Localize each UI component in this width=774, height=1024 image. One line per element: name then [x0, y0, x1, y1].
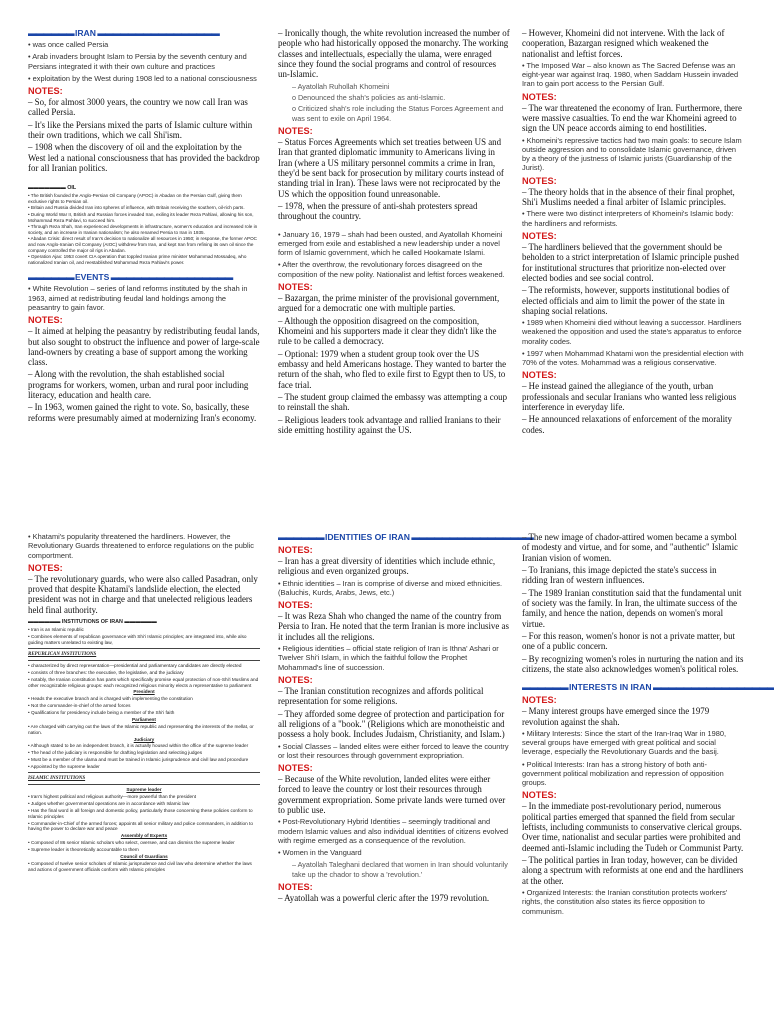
- note-item: – Many interest groups have emerged since the 1979 revolution against the shah.: [522, 706, 710, 727]
- institution-line: • Composed of twelve senior scholars of Islamic jurisprudence and civil law who determine whether the laws and actions of government officials conform with Islamic principles: [28, 860, 252, 872]
- column-2-top: [278, 28, 510, 498]
- note-item: – By recognizing women's roles in nurturing the nation and its citizens, the state also acknowledges women's political roles.: [522, 653, 744, 674]
- divider: [28, 784, 260, 785]
- note-item: – It aimed at helping the peasantry by redistributing feudal lands, but also sought to obstruct the influence and power of large-scale land-owners by creating a base of support among the working class.: [28, 326, 260, 368]
- column-1-top: [28, 28, 260, 498]
- institution-line: • Combines elements of republican governance with Shi'i Islamic principles; are integrated into, while also guiding matters unrelated to existing law,: [28, 633, 247, 645]
- institution-line: • Has the final word in all foreign and domestic policy, particularly those concerning these policies conform to Islamic principles: [28, 807, 253, 819]
- section-header: [522, 682, 774, 693]
- section-header: [28, 28, 260, 38]
- institution-line: • characterized by direct representation—presidential and parliamentary candidates are directly elected: [28, 662, 242, 668]
- note-item: – So, for almost 3000 years, the country we now call Iran was called Persia.: [28, 97, 248, 118]
- column-2-bottom: [278, 532, 533, 1002]
- bullet-point: • White Revolution – series of land reforms instituted by the shah in 1963, aimed at redistributing feudal land holdings among the peasantry to gain favor.: [28, 284, 248, 312]
- footnote-line: • Through Reza Shah, Iran experienced developments in infrastructure, women's education and increased role in society, and an increase in Iranian nationalism; he also renamed Persia to Iran in 1935.: [28, 224, 258, 235]
- bullet-point: • Khatami's popularity threatened the hardliners. However, the Revolutionary Guards threatened to enforce regulations on the public comportment.: [28, 532, 254, 560]
- footnote-line: • Operation Ajax: 1953 covert CIA operation that toppled Iranian prime minister Mohammad Mossadeq, who nationalized Iranian oil, and reestablished Mohammad Reza Pahlavi's power.: [28, 254, 247, 265]
- footnote-header-text: OIL: [67, 185, 77, 192]
- subheading: Judiciary: [133, 736, 155, 742]
- institution-line: • Qualifications for presidency include being a member of the Shi'i faith: [28, 710, 175, 716]
- notes-label: NOTES:: [278, 674, 313, 685]
- institutions-rule: ▬▬▬▬▬▬: [122, 619, 157, 626]
- section-header: [278, 532, 533, 542]
- column-3-bottom: [522, 532, 774, 1002]
- institution-line: • Iran's highest political and religious authority—more powerful than the president: [28, 794, 196, 800]
- note-item: – It's like the Persians mixed the parts of Islamic culture within their own traditions, which we call Shi'ism.: [28, 119, 253, 140]
- note-item: – Status Forces Agreements which set treaties between US and Iran that granted diplomatic immunity to Americans living in Iran (where a US military personnel commits a crime in Iran, they'd be sent back for prosecution by military courts instead of standing trial in Iran). These laws were not reciprocated by the US which the opposition found unreasonable.: [278, 137, 504, 199]
- header-rule-right: ▬▬▬▬▬▬▬▬▬▬▬▬▬▬▬▬: [409, 532, 533, 542]
- bullet-point: • Social Classes – landed elites were either forced to leave the country or lost their resources through government expropriation.: [278, 741, 509, 760]
- bullet-point: • Women in the Vanguard: [278, 848, 362, 858]
- footnote-rule: ▬▬▬▬▬▬▬: [28, 185, 68, 192]
- institution-line: • Commander-in-Chief of the armed forces; appoints all senior military and police commanders, in addition to having the power to declare war and peace: [28, 820, 253, 832]
- note-item: – Iran has a great diversity of identities which include ethnic, religious and even organized groups.: [278, 556, 496, 577]
- subheading: Parliament: [132, 716, 156, 722]
- note-item: – Because of the White revolution, landed elites were either forced to leave the country or lost their resources through government expropriation. Some private lands were turned over to public use.: [278, 774, 506, 816]
- note-item: – 1978, when the pressure of anti-shah protesters spread throughout the country.: [278, 201, 478, 222]
- institution-line: • consists of three branches: the executive, the legislative, and the judiciary: [28, 669, 184, 675]
- subheading: Council of Guardians: [120, 853, 168, 859]
- subheading: Assembly of Experts: [120, 833, 168, 839]
- bullet-point: • exploitation by the West during 1908 led to a national consciousness: [28, 73, 257, 83]
- column-3-top: [522, 28, 744, 498]
- note-item: – 1908 when the discovery of oil and the exploitation by the West led a national consciousness that has provided the backdrop for all Iranian politics.: [28, 142, 260, 173]
- header-rule-left: ▬▬▬▬▬▬: [28, 28, 75, 38]
- bullet-point: • was once called Persia: [28, 40, 109, 49]
- notes-label: NOTES:: [522, 91, 557, 102]
- note-item: – The theory holds that in the absence of their final prophet, Shi'i Muslims needed a final arbiter of Islamic principles.: [522, 186, 735, 208]
- divider: [28, 772, 260, 773]
- institution-line: • Supreme leader is theoretically accountable to them: [28, 847, 139, 853]
- bullet-point: • Khomeini's repressive tactics had two main goals: to secure Islam outside aggression and to consolidate Islamic governance, driven by a theory of the justness of Islamic jurists (Guardianship of the Jurist).: [522, 135, 742, 173]
- notes-label: NOTES:: [278, 281, 313, 292]
- institution-line: • Heads the executive branch and is charged with implementing the constitution: [28, 696, 193, 702]
- bullet-point: • Military Interests: Since the start of the Iran-Iraq War in 1980, several groups have emerged with great political and social leverage, especially the Revolutionary Guards and the basij.: [522, 728, 726, 757]
- institutions-header: [28, 619, 260, 625]
- institution-line: • notably, the Iranian constitution has parts which specifically promise equal protection of non-Shi'i Muslims and other recognizable religious groups: each recognized religious minority elects a representative to parliament: [28, 676, 259, 688]
- header-rule-right: ▬▬▬▬▬▬▬▬▬▬▬▬▬▬▬▬: [651, 682, 774, 693]
- notes-label: NOTES:: [278, 545, 313, 555]
- footnote-header: [28, 185, 260, 191]
- section-header-text: IRAN: [74, 28, 96, 38]
- section-header-text: EVENTS: [74, 272, 110, 283]
- note-item: – Ayatollah was a powerful cleric after the 1979 revolution.: [278, 893, 490, 904]
- note-item: – In the immediate post-revolutionary period, numerous political parties emerged that spanned the field from secular leftists, including communists to conservative clerical groups. Over time, nationalist and secular parties were prohibited and deemed anti-Islamic including the Tudeh or Communist Party.: [522, 801, 744, 853]
- sub-item: o Denounced the shah's policies as anti-Islamic.: [292, 93, 446, 102]
- notes-label: NOTES:: [522, 230, 557, 241]
- note-item: – The war threatened the economy of Iran. Furthermore, there were massive casualties. To end the war Khomeini agreed to sign the UN peace accords aiming to end hostilities.: [522, 102, 742, 134]
- institutions-rule: ▬▬▬▬▬▬: [28, 619, 62, 626]
- footnote-line: • The British founded the Anglo-Persian Oil Company (APOC) in Abadan on the Persian Gulf, giving them exclusive rights to Persian oil.: [28, 193, 242, 204]
- notes-label: NOTES:: [522, 370, 557, 381]
- footnote-line: • During World War II, British and Russian forces invaded Iran, exiling its leader Reza Pahlavi, allowing his son, Mohammad Reza Pahlavi, to succeed him.: [28, 212, 254, 223]
- bullet-point: • Arab invaders brought Islam to Persia by the seventh century and Persians integrated it with their own culture and practices: [28, 52, 247, 71]
- institution-line: • Although stated to be an independent branch, it is actually housed within the office of the supreme leader: [28, 743, 249, 749]
- institution-line: • The head of the judiciary is responsible for drafting legislation and selecting judges: [28, 750, 203, 756]
- bullet-point: • Religious identities – official state religion of Iran is Ithna' Ashari or Twelver Shi'i Islam, in which the faithful follow the Prophet Mohammad's line of succession.: [278, 644, 499, 672]
- notes-label: NOTES:: [28, 562, 63, 573]
- note-item: – Religious leaders took advantage and rallied Iranians to their side emitting hostility against the US.: [278, 414, 501, 435]
- subsection-title: ISLAMIC INSTITUTIONS: [28, 775, 86, 781]
- header-rule-left: ▬▬▬▬▬▬: [522, 682, 569, 693]
- notes-label: NOTES:: [522, 695, 557, 706]
- note-item: – Along with the revolution, the shah established social programs for workers, women, urban and rural poor including literacy, education and health care.: [28, 369, 249, 401]
- note-item: – For this reason, women's honor is not a private matter, but one of a public concern.: [522, 630, 735, 652]
- header-rule-left: ▬▬▬▬▬▬: [28, 272, 75, 283]
- note-item: – He instead gained the allegiance of the youth, urban professionals and secular Iranians who wanted less religious interference in everyday life.: [522, 381, 737, 413]
- header-rule-right: ▬▬▬▬▬▬▬▬▬▬▬▬▬▬▬▬: [109, 272, 233, 283]
- notes-label: NOTES:: [278, 600, 313, 611]
- institution-line: • Iran is an Islamic republic: [28, 627, 84, 633]
- note-item: – However, Khomeini did not intervene. With the lack of cooperation, Bazargan resigned which weakened the nationalist and leftist forces.: [522, 28, 725, 59]
- sub-item: o Criticized shah's role including the Status Forces Agreement and was sent to exile on April 1964.: [292, 104, 504, 123]
- note-item: – Although the opposition disagreed on the composition, Khomeini and his supporters made it clear they didn't like the rule to be called a democracy.: [278, 315, 497, 347]
- sub-item: – Ayatollah Ruhollah Khomeini: [292, 81, 390, 91]
- notes-label: NOTES:: [278, 882, 313, 893]
- bullet-point: • 1989 when Khomeini died without leaving a successor. Hardliners weakened the opposition and used the state's apparatus to enforce morality codes.: [522, 318, 742, 346]
- footnote-line: • Britain and Russia divided Iran into spheres of influence, with Britain receiving the southern, oil-rich parts.: [28, 205, 245, 211]
- notes-label: NOTES:: [278, 126, 313, 137]
- notes-label: NOTES:: [522, 790, 557, 801]
- institution-line: • Judges whether governmental operations are in accordance with Islamic law: [28, 800, 190, 806]
- note-item: – They afforded some degree of protection and participation for all religions of a "book." (Religions which are monotheistic and possess a holy book. Includes Judaism, Christianity, and Islam.): [278, 708, 505, 740]
- note-item: – He announced relaxations of enforcement of the morality codes.: [522, 414, 732, 435]
- spacer: [28, 175, 260, 181]
- header-rule-left: ▬▬▬▬▬▬: [278, 532, 325, 542]
- note-item: – The revolutionary guards, who were also called Pasadran, only proved that despite Khatami's landslide election, the elected president was not in charge and that unelected religious leaders held final authority.: [28, 573, 258, 615]
- subheading: Supreme leader: [126, 787, 162, 793]
- note-item: – It was Reza Shah who changed the name of the country from Persia to Iran. He noted that the term Iranian is more inclusive as it includes all the religions.: [278, 611, 509, 642]
- bullet-point: • There were two distinct interpreters of Khomeini's Islamic body: the hardliners and reformists.: [522, 209, 734, 228]
- subsection-title: REPUBLICAN INSTITUTIONS: [28, 651, 97, 657]
- header-rule-right: ▬▬▬▬▬▬▬▬▬▬▬▬▬▬▬▬: [95, 28, 219, 38]
- sub-item: – Ayatollah Taleghani declared that women in Iran should voluntarily take up the chador to show a 'revolution.': [292, 860, 508, 879]
- note-item: – The reformists, however, supports institutional bodies of elected officials and aim to limit the power of the state in shaping social relations.: [522, 285, 730, 316]
- bullet-point: • Post-Revolutionary Hybrid Identities – seemingly traditional and modern Islamic values and also individual identities of citizens evolved with regime emerged as a consequence of the revolution.: [278, 817, 509, 845]
- note-item: – The hardliners believed that the government should be beholden to a strict interpretation of Islamic principle pushed for institutional structures that prioritize non-elected over elected bodies and see social control.: [522, 241, 739, 283]
- subheading: President: [133, 689, 155, 695]
- notes-label: NOTES:: [278, 763, 313, 774]
- institutions-header-text: INSTITUTIONS OF IRAN: [61, 619, 123, 626]
- note-item: – Optional: 1979 when a student group took over the US embassy and held Americans hostage. They wanted to barter the return of the shah, who fled to exile first to Egypt then to US, to face trial.: [278, 348, 507, 390]
- note-item: – The Iranian constitution recognizes and affords political representation for some religions.: [278, 685, 484, 707]
- bullet-point: • Ethnic identities – Iran is comprise of diverse and mixed ethnicities. (Baluchis, Kurds, Arabs, Jews, etc.): [278, 578, 502, 597]
- notes-label: NOTES:: [28, 315, 63, 326]
- institution-line: • Composed of 86 senior Islamic scholars who select, oversee, and can dismiss the supreme leader: [28, 840, 235, 846]
- footnote-line: • Abadan Crisis: direct result of Iran's decision to nationalize all resources in 1950; in response, the former APOC and now Anglo-Iranian Oil Company (AIOC) withdrew from Iran, and kept Iran from refining its own oil since the company controlled the major oil rigs in Abadan.: [28, 236, 257, 253]
- note-item: – Bazargan, the prime minister of the provisional government, argued for a democratic one with multiple parties.: [278, 292, 500, 314]
- note-item: – In 1963, women gained the right to vote. So, basically, these reforms were presumably aimed at modernizing Iran's economy.: [28, 402, 257, 423]
- bullet-point: • Political Interests: Iran has a strong history of both anti-government political mobilization and repression of opposition groups.: [522, 759, 724, 788]
- column-1-bottom: [28, 532, 260, 1002]
- note-item: – The political parties in Iran today, however, can be divided along a spectrum with reformists at one end and the hardliners at the other.: [522, 855, 744, 886]
- divider: [28, 660, 260, 661]
- notes-label: NOTES:: [28, 86, 63, 96]
- section-header-text: INTERESTS IN IRAN: [568, 682, 652, 693]
- institution-line: • Not the commander-in-chief of the armed forces: [28, 703, 131, 709]
- note-item: – The 1989 Iranian constitution said that the fundamental unit of society was the family. In Iran, the ultimate success of the family, and hence the nation, depends on women's moral virtue.: [522, 587, 742, 629]
- institution-line: • Are charged with carrying out the laws of the Islamic republic and representing the interests of the mellat, or nation.: [28, 723, 254, 735]
- section-header: [28, 272, 260, 282]
- note-item: – Ironically though, the white revolution increased the number of people who had historically opposed the monarchy. The working classes and intellectuals, especially the ulama, were enraged since they found the social programs and control of resources un-Islamic.: [278, 28, 510, 80]
- notes-label: NOTES:: [522, 175, 557, 186]
- bullet-point: • Organized Interests: the Iranian constitution protects workers' rights, the constitution also states its fierce opposition to communism.: [522, 888, 728, 916]
- institution-line: • Appointed by the supreme leader: [28, 764, 100, 770]
- divider: [28, 648, 260, 649]
- bullet-point: • The Imposed War – also known as The Sacred Defense was an eight-year war against Iraq. 1980, when Saddam Hussein invaded Iran to gain port access to the Persian Gulf.: [522, 60, 739, 89]
- institution-line: • Must be a member of the ulama and must be trained in Islamic jurisprudence and civil law and procedure: [28, 757, 249, 763]
- note-item: – To Iranians, this image depicted the state's success in ridding Iran of western influences.: [522, 564, 717, 586]
- bullet-point: • After the overthrow, the revolutionary forces disagreed on the composition of the new polity. Nationalist and leftist forces weakened.: [278, 260, 505, 279]
- note-item: – The student group claimed the embassy was attempting a coup to reinstall the shah.: [278, 391, 508, 413]
- note-item: – The new image of chador-attired women became a symbol of modesty and virtue, and for some, and "authentic" Islamic Iranian vision of women.: [522, 532, 738, 563]
- bullet-point: • January 16, 1979 – shah had been ousted, and Ayatollah Khomeini emerged from exile and established a new leadership under a novel form of Islamic government, which he called Hookamate Islami.: [278, 229, 503, 258]
- bullet-point: • 1997 when Mohammad Khatami won the presidential election with 70% of the votes. Mohammad was a religious conservative.: [522, 348, 744, 368]
- section-header-text: IDENTITIES OF IRAN: [324, 532, 410, 542]
